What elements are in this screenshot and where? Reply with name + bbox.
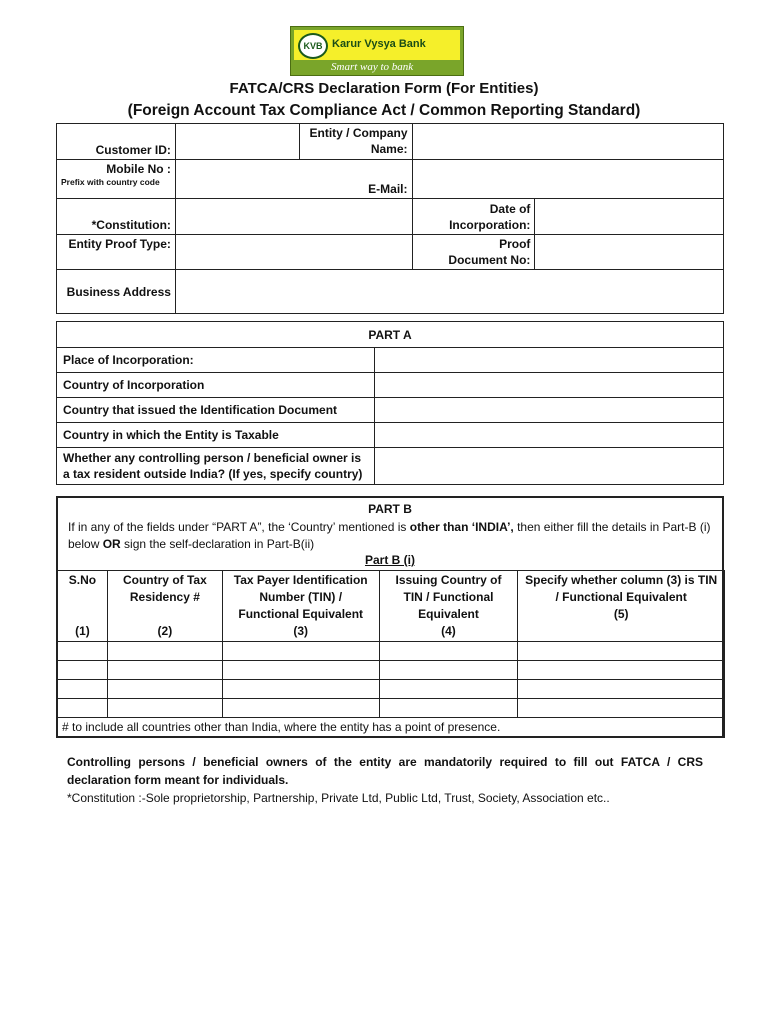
taxable-country-field[interactable] [374,423,723,448]
place-incorporation-field[interactable] [374,348,723,373]
col-specify-header-l2: / Functional Equivalent [555,590,687,604]
col-issuing-country-header-l3: Equivalent [418,607,479,621]
email-label: E-Mail: [368,182,408,196]
col-tin-header-l1: Tax Payer Identification [233,573,368,587]
col-tin-header [222,571,379,642]
row4-sno-cell[interactable] [58,699,108,718]
row4-specify-cell[interactable] [518,699,725,718]
place-incorporation-label: Place of Incorporation: [57,348,375,373]
id-document-country-label: Country that issued the Identification Document [57,398,375,423]
customer-id-field[interactable] [175,124,299,160]
form-title: FATCA/CRS Declaration Form (For Entities) [229,80,539,97]
country-incorporation-field[interactable] [374,373,723,398]
row1-specify-cell[interactable] [518,642,725,661]
logo-tagline: Smart way to bank [331,61,414,73]
mobile-field[interactable] [175,160,412,199]
proof-document-no-label [412,235,535,270]
proof-document-no-label-line1: Proof [499,237,531,251]
controlling-persons-note: Controlling persons / beneficial owners of the entity are mandatorily required to fill out FATCA / CRS declaration form meant for individuals. [67,755,703,787]
entity-name-label-line1: Entity / Company [309,126,408,140]
constitution-footnote: *Constitution :-Sole proprietorship, Partnership, Private Ltd, Public Ltd, Trust, Society, Association etc.. [67,791,610,805]
proof-document-no-field[interactable] [535,235,724,270]
row4-country-cell[interactable] [107,699,222,718]
col-specify-header-num: (5) [613,607,629,621]
entity-proof-type-field[interactable] [175,235,412,270]
entity-proof-type-label: Entity Proof Type: [57,235,176,270]
col-issuing-country-header-l2: TIN / Functional [403,590,494,604]
row2-sno-cell[interactable] [58,661,108,680]
entity-name-label [299,124,412,160]
part-b-heading: PART B [368,502,412,516]
form-subtitle: (Foreign Account Tax Compliance Act / Common Reporting Standard) [127,102,641,119]
col-specify-header-l1: Specify whether column (3) is TIN [525,573,718,587]
customer-id-label: Customer ID: [57,124,176,160]
col-country-tax-header-l2: Residency # [129,590,200,604]
date-incorporation-label [412,199,535,235]
table-row [58,642,725,661]
col-country-tax-header [107,571,222,642]
row2-country-cell[interactable] [107,661,222,680]
part-a-heading: PART A [57,322,724,348]
business-address-label: Business Address [57,270,176,314]
controlling-person-field[interactable] [374,448,723,485]
col-sno-header [58,571,108,642]
col-issuing-country-header-num: (4) [441,624,456,638]
part-b-intro-or: OR [102,537,121,551]
controlling-person-label-line1: Whether any controlling person / beneficial owner is [63,451,362,465]
table-row [58,680,725,699]
row3-sno-cell[interactable] [58,680,108,699]
row2-issuing-cell[interactable] [379,661,518,680]
taxable-country-label: Country in which the Entity is Taxable [57,423,375,448]
col-tin-header-l3: Functional Equivalent [238,607,364,621]
entity-name-field[interactable] [412,124,724,160]
logo-emblem-icon: KVB [298,33,328,59]
email-field[interactable] [412,160,724,199]
business-address-field[interactable] [175,270,723,314]
part-b-i-table [57,570,725,738]
part-b-intro-2: then either fill the details in Part-B (i) below [68,520,711,551]
col-country-tax-header-l1: Country of Tax [122,573,207,587]
part-b-intro-1: If in any of the fields under “PART A”, the ‘Country’ mentioned is [68,520,410,534]
row3-country-cell[interactable] [107,680,222,699]
note-row [58,718,725,738]
col-sno-header-l1: S.No [68,573,97,587]
col-country-tax-header-num: (2) [157,624,173,638]
date-incorporation-field[interactable] [535,199,724,235]
table-row [58,699,725,718]
bank-logo [290,26,464,76]
mobile-hint: Prefix with country code [61,177,160,187]
id-document-country-field[interactable] [374,398,723,423]
row3-issuing-cell[interactable] [379,680,518,699]
part-b-section [56,496,724,738]
row2-specify-cell[interactable] [518,661,725,680]
col-issuing-country-header [379,571,518,642]
controlling-person-label-line2: a tax resident outside India? (If yes, specify country) [63,467,363,481]
part-b-instructions [68,519,718,553]
proof-document-no-label-line2: Document No: [448,253,531,267]
date-incorporation-label-line1: Date of [489,202,531,216]
constitution-field[interactable] [175,199,412,235]
col-specify-header [518,571,725,642]
col-tin-header-l2: Number (TIN) / [259,590,343,604]
entity-name-label-line2: Name: [370,142,408,156]
row1-tin-cell[interactable] [222,642,379,661]
part-b-i-heading: Part B (i) [364,553,415,567]
logo-banner [294,30,460,60]
part-b-intro-3: sign the self-declaration in Part-B(ii) [120,537,315,551]
date-incorporation-label-line2: Incorporation: [449,218,531,232]
country-incorporation-label: Country of Incorporation [57,373,375,398]
mobile-label [57,160,176,199]
row1-issuing-cell[interactable] [379,642,518,661]
part-b-header-row [58,571,725,642]
part-b-note: # to include all countries other than India, where the entity has a point of presence. [58,718,725,738]
col-sno-header-num: (1) [75,624,90,638]
row4-issuing-cell[interactable] [379,699,518,718]
row1-sno-cell[interactable] [58,642,108,661]
part-b-intro-bold: other than ‘INDIA’, [409,520,514,534]
row3-specify-cell[interactable] [518,680,725,699]
col-issuing-country-header-l1: Issuing Country of [395,573,502,587]
controlling-person-label [57,448,375,485]
constitution-label: *Constitution: [57,199,176,235]
mobile-label-text: Mobile No : [106,162,171,176]
row2-tin-cell[interactable] [222,661,379,680]
part-a-table [56,321,724,485]
table-row [58,661,725,680]
row3-tin-cell[interactable] [222,680,379,699]
row1-country-cell[interactable] [107,642,222,661]
row4-tin-cell[interactable] [222,699,379,718]
customer-details-table [56,123,724,314]
logo-bank-name: Karur Vysya Bank [332,38,426,50]
col-tin-header-num: (3) [293,624,309,638]
